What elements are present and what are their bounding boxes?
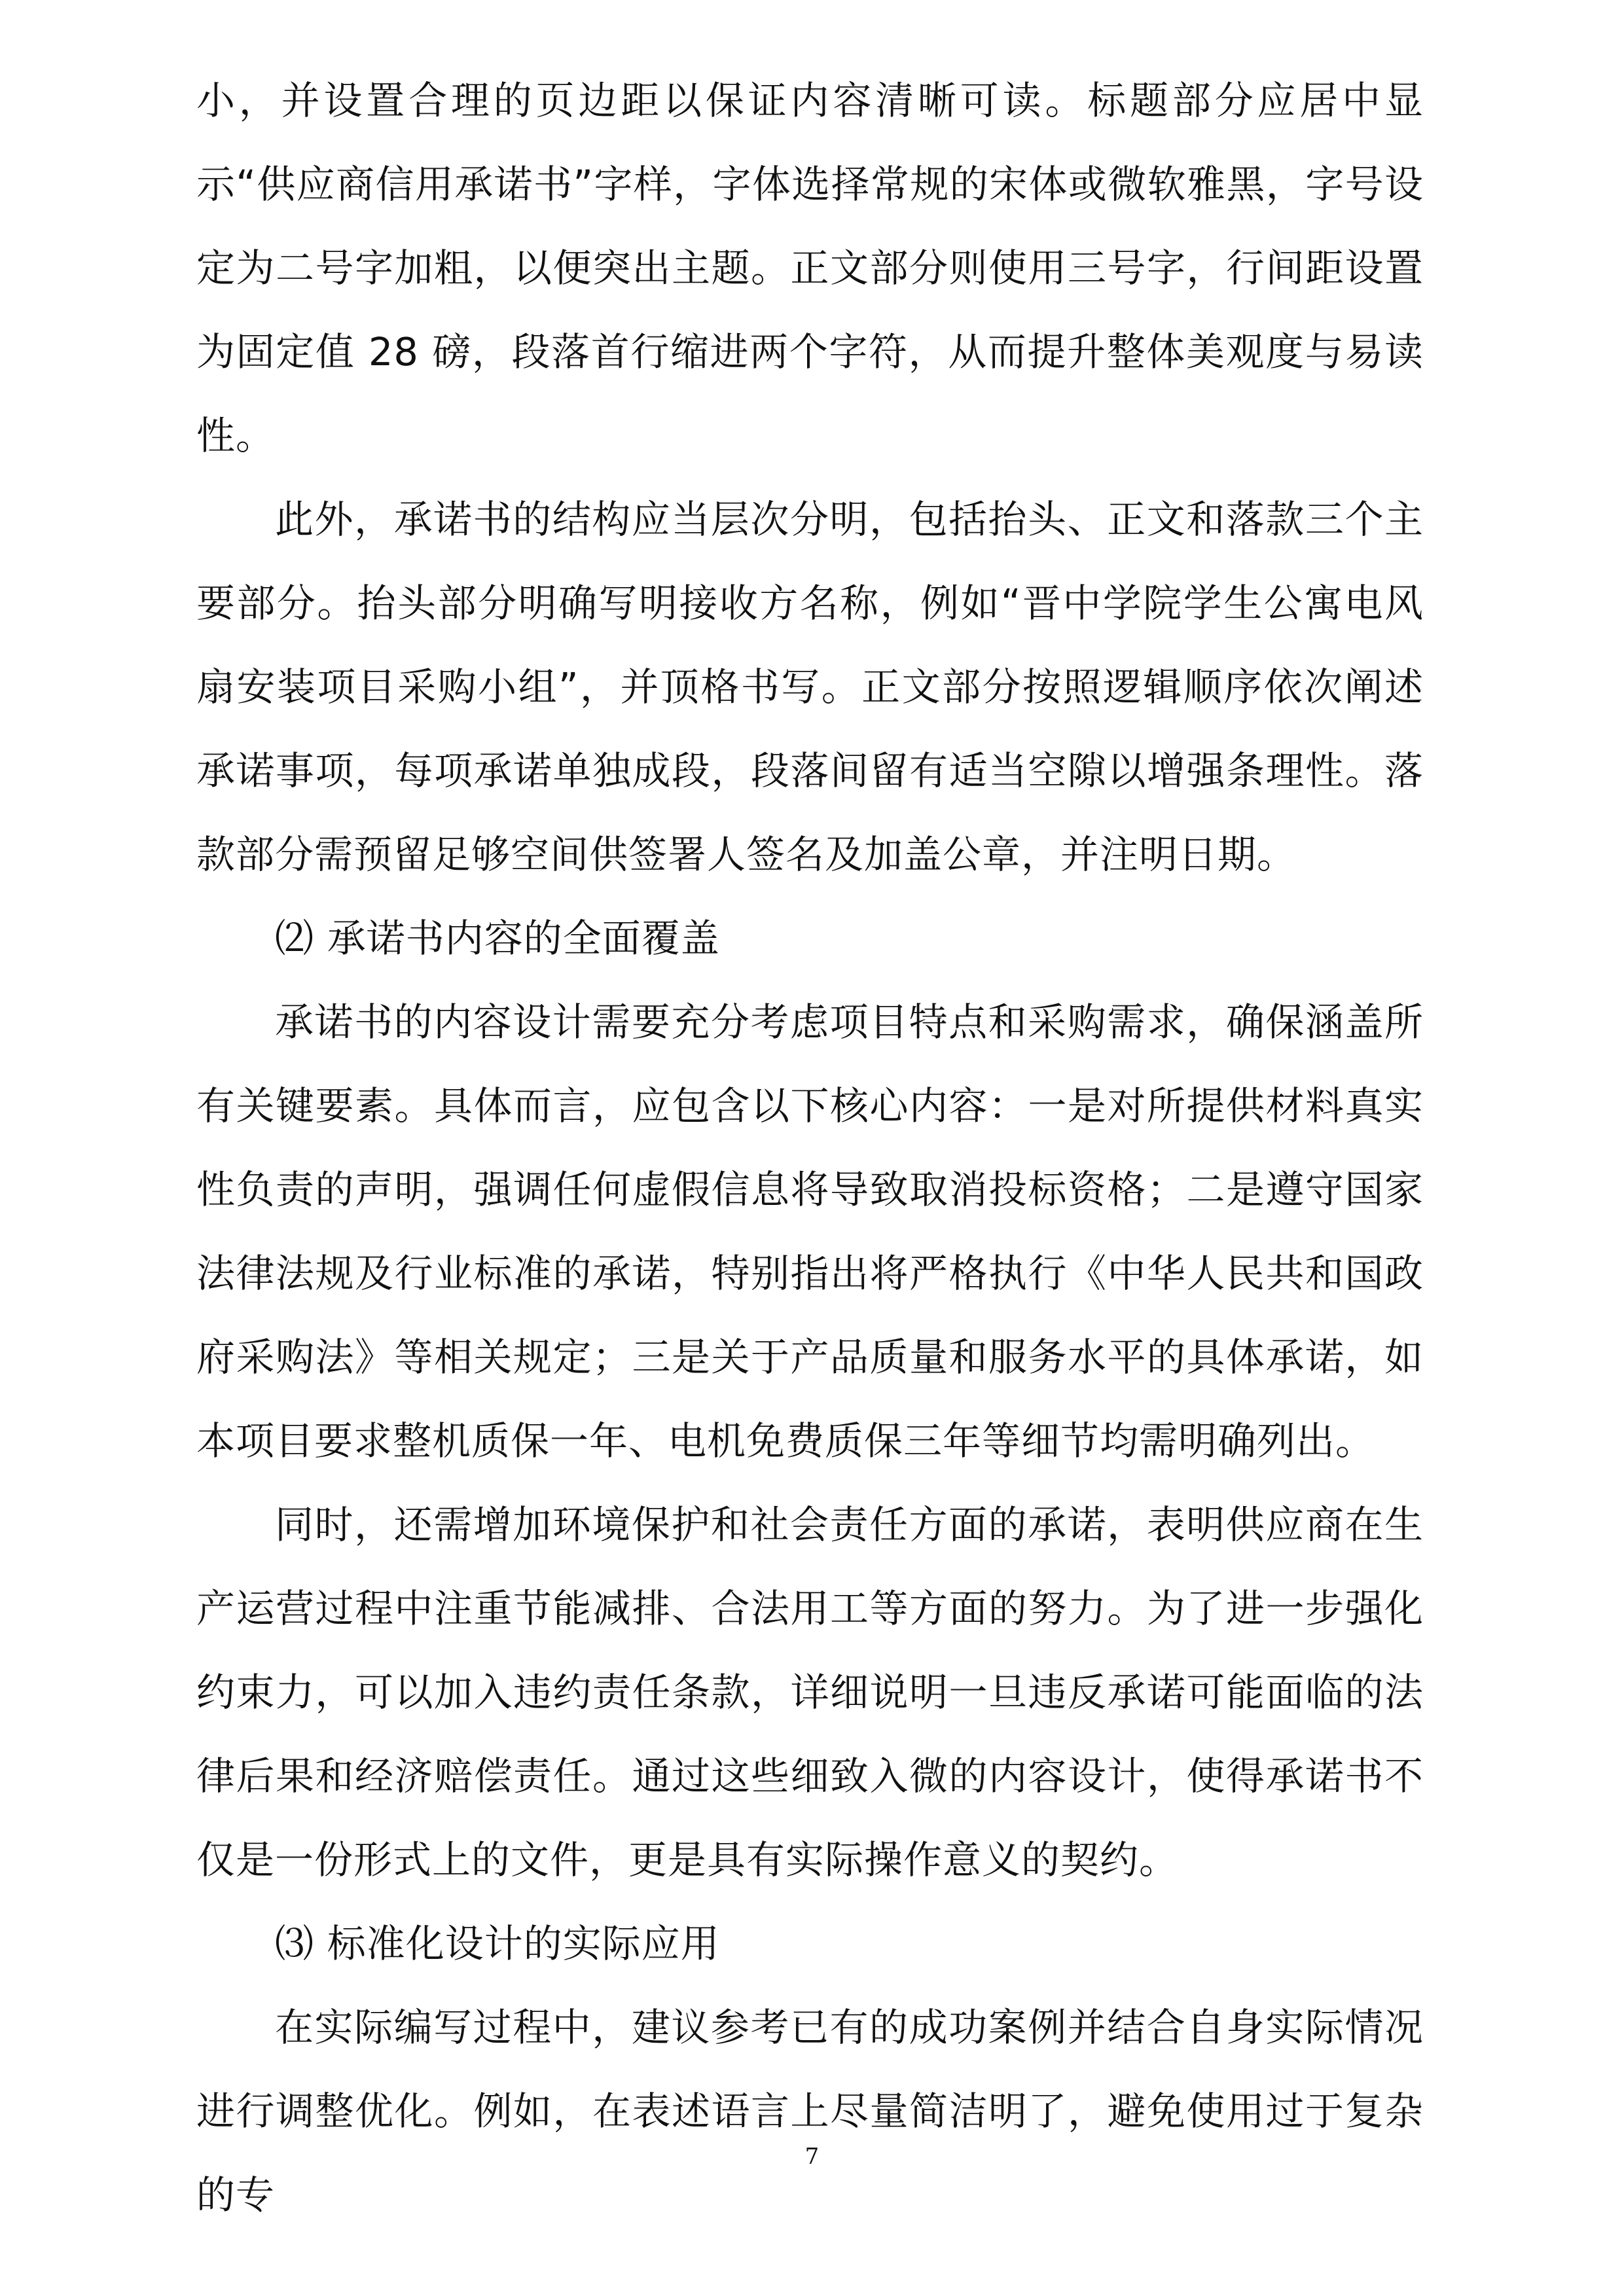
paragraph-social-responsibility: 同时，还需增加环境保护和社会责任方面的承诺，表明供应商在生产运营过程中注重节能减排、合法用工等方面的努力。为了进一步强化约束力，可以加入违约责任条款，详细说明一旦违反承诺可能面临的法律后果和经济赔偿责任。通过这些细致入微的内容设计，使得承诺书不仅是一份形式上的文件，更是具有实际操作意义的契约。	[196, 1502, 1424, 1882]
paragraph-content-coverage: 承诺书的内容设计需要充分考虑项目特点和采购需求，确保涵盖所有关键要素。具体而言，应包含以下核心内容：一是对所提供材料真实性负责的声明，强调任何虚假信息将导致取消投标资格；二是遵守国家法律法规及行业标准的承诺，特别指出将严格执行《中华人民共和国政府采购法》等相关规定；三是关于产品质量和服务水平的具体承诺，如本项目要求整机质保一年、电机免费质保三年等细节均需明确列出。	[196, 999, 1424, 1463]
paragraph-practical-application: 在实际编写过程中，建议参考已有的成功案例并结合自身实际情况进行调整优化。例如，在表述语言上尽量简洁明了，避免使用过于复杂的专	[196, 2005, 1424, 2217]
body-text	[196, 59, 1424, 2237]
section-heading-3: ⑶ 标准化设计的实际应用	[275, 1921, 720, 1966]
paragraph-continuation: 小，并设置合理的页边距以保证内容清晰可读。标题部分应居中显示“供应商信用承诺书”字样，字体选择常规的宋体或微软雅黑，字号设定为二号字加粗，以便突出主题。正文部分则使用三号字，行间距设置为固定值 28 磅，段落首行缩进两个字符，从而提升整体美观度与易读性。	[196, 78, 1424, 458]
page-number: 7	[804, 2144, 820, 2170]
paragraph-structure: 此外，承诺书的结构应当层次分明，包括抬头、正文和落款三个主要部分。抬头部分明确写明接收方名称，例如“晋中学院学生公寓电风扇安装项目采购小组”，并顶格书写。正文部分按照逻辑顺序依次阐述承诺事项，每项承诺单独成段，段落间留有适当空隙以增强条理性。落款部分需预留足够空间供签署人签名及加盖公章，并注明日期。	[196, 497, 1424, 877]
section-heading-2: ⑵ 承诺书内容的全面覆盖	[275, 916, 720, 961]
